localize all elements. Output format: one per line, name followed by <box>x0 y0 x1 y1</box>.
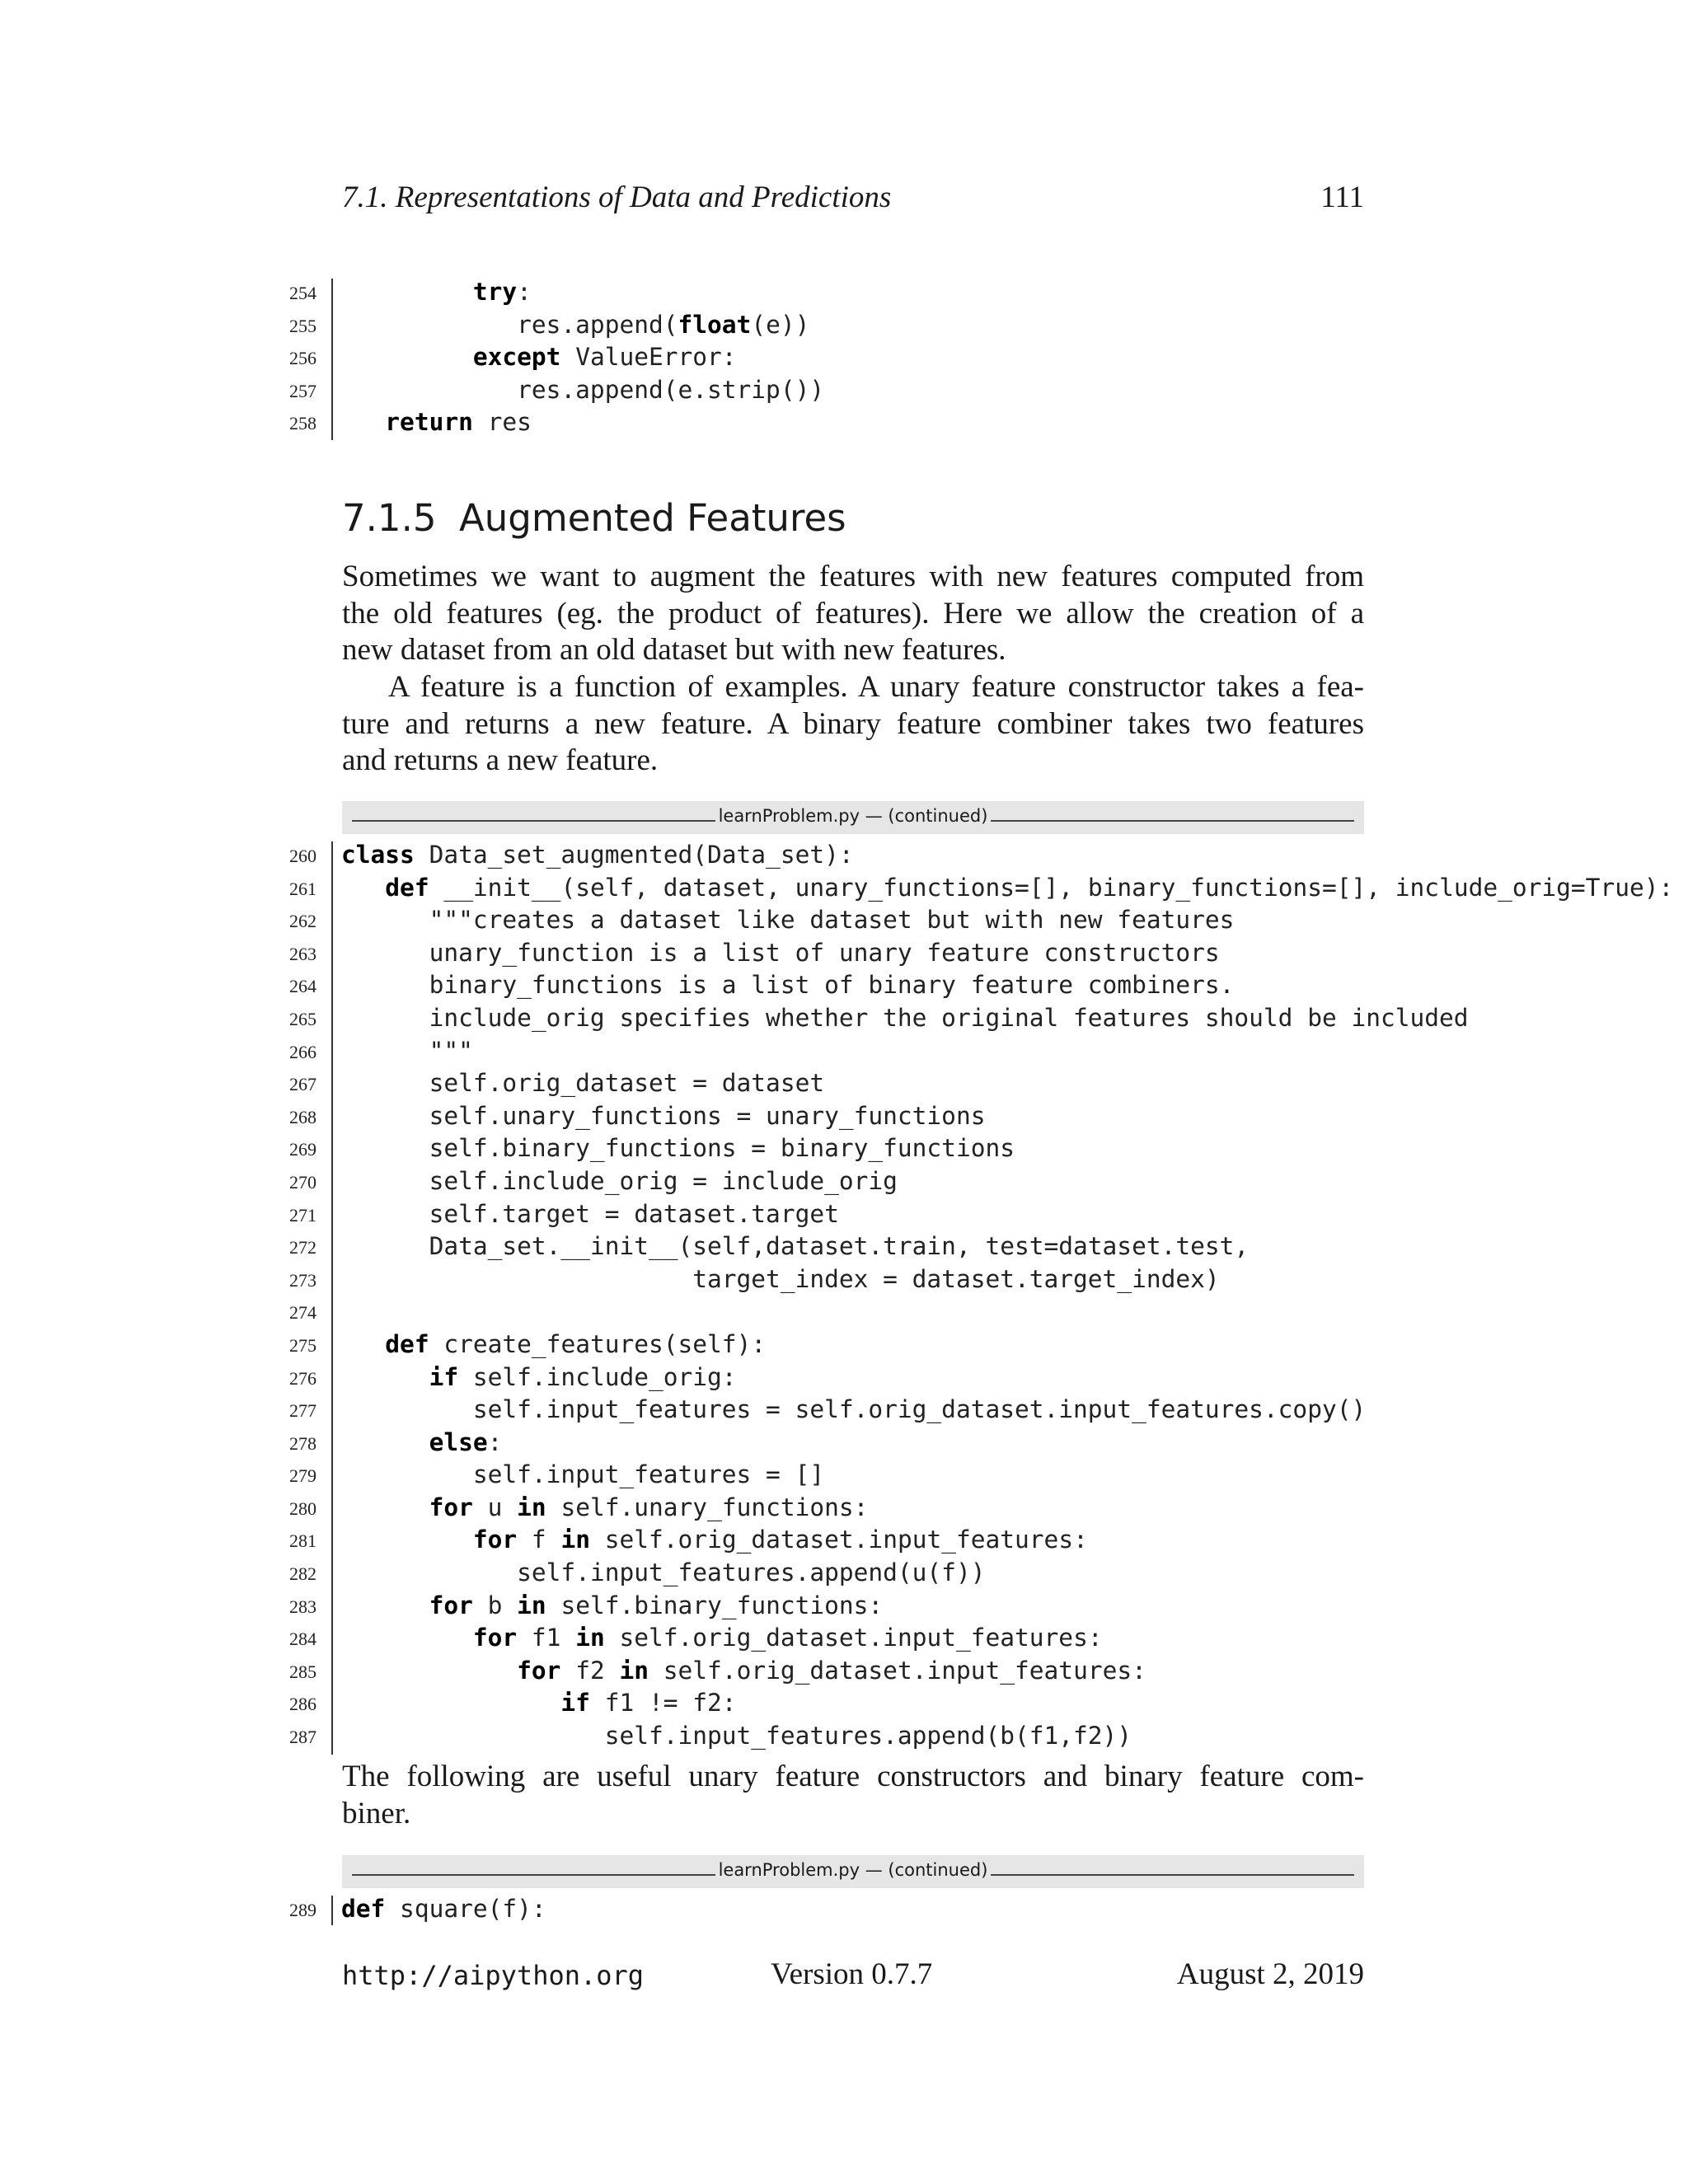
line-number: 278 <box>289 1432 316 1454</box>
code-text: self.binary_functions = binary_functions <box>341 1134 1015 1163</box>
paragraph-line: A feature is a function of examples. A unary feature constructor takes a fea- <box>388 670 1364 704</box>
code-line <box>0 1719 1688 1752</box>
paragraph-line: the old features (eg. the product of features). Here we allow the creation of a <box>342 596 1364 630</box>
code-line <box>0 1230 1688 1263</box>
line-number: 266 <box>289 1041 316 1062</box>
line-number: 272 <box>289 1237 316 1258</box>
file-banner <box>342 801 1364 834</box>
paragraph-line: new dataset from an old dataset but with new features. <box>342 633 1006 667</box>
file-banner-label: learnProblem.py — (continued) <box>715 806 992 826</box>
code-text: for f in self.orig_dataset.input_features: <box>472 1526 1088 1554</box>
code-line <box>0 1099 1688 1132</box>
code-block-2 <box>0 838 1688 1752</box>
code-line <box>0 1654 1688 1687</box>
code-block-1 <box>0 275 1688 438</box>
code-text: self.input_features = self.orig_dataset.input_features.copy() <box>341 1395 1367 1424</box>
code-line <box>0 838 1688 871</box>
code-text: for u in self.unary_functions: <box>429 1493 869 1521</box>
line-number: 263 <box>289 943 316 964</box>
running-head-title: 7.1. Representations of Data and Predictions <box>342 180 892 214</box>
section-heading <box>342 496 846 540</box>
code-line <box>0 1892 1688 1925</box>
line-number: 261 <box>289 878 316 899</box>
code-text: class Data_set_augmented(Data_set): <box>341 841 854 869</box>
code-text: Data_set.__init__(self,dataset.train, test=dataset.test, <box>341 1232 1250 1261</box>
line-number: 265 <box>289 1008 316 1029</box>
code-text: for b in self.binary_functions: <box>429 1591 884 1619</box>
code-line <box>0 1621 1688 1654</box>
code-text: for f2 in self.orig_dataset.input_features: <box>517 1656 1146 1685</box>
code-line <box>0 968 1688 1001</box>
line-number: 286 <box>289 1694 316 1715</box>
line-number: 255 <box>289 315 316 336</box>
paragraph-line: and returns a new feature. <box>342 743 659 777</box>
code-text: def __init__(self, dataset, unary_functions=[], binary_functions=[], include_orig=True): <box>385 873 1674 902</box>
code-line <box>0 1556 1688 1589</box>
code-text: except ValueError: <box>472 343 737 372</box>
code-text: res.append(float(e)) <box>341 310 810 339</box>
file-banner <box>342 1855 1364 1888</box>
code-line <box>0 1393 1688 1426</box>
running-head <box>342 180 1364 221</box>
code-line <box>0 1589 1688 1622</box>
line-number: 268 <box>289 1106 316 1127</box>
code-line <box>0 1328 1688 1361</box>
code-line <box>0 1295 1688 1328</box>
paragraph-3 <box>342 1759 1364 1832</box>
line-number: 274 <box>289 1302 316 1324</box>
code-line <box>0 340 1688 373</box>
line-number: 269 <box>289 1139 316 1160</box>
code-line <box>0 1001 1688 1034</box>
code-line <box>0 1686 1688 1719</box>
line-number: 271 <box>289 1204 316 1226</box>
line-number: 279 <box>289 1465 316 1487</box>
code-text: return res <box>385 408 532 437</box>
paragraph-2 <box>342 669 1364 780</box>
code-text: binary_functions is a list of binary feature combiners. <box>341 971 1235 1000</box>
footer-version: Version 0.7.7 <box>771 1957 933 1991</box>
code-line <box>0 405 1688 438</box>
footer-url: http://aipython.org <box>342 1960 645 1991</box>
code-line <box>0 1361 1688 1394</box>
code-text: target_index = dataset.target_index) <box>341 1264 1220 1293</box>
code-line <box>0 1263 1688 1296</box>
footer-date: August 2, 2019 <box>1176 1957 1364 1991</box>
code-line <box>0 373 1688 406</box>
code-text: for f1 in self.orig_dataset.input_features: <box>472 1624 1103 1652</box>
line-number: 281 <box>289 1530 316 1552</box>
paragraph-line: The following are useful unary feature constructors and binary feature com- <box>342 1760 1364 1793</box>
code-line <box>0 1426 1688 1459</box>
code-line <box>0 1132 1688 1165</box>
line-number: 270 <box>289 1171 316 1193</box>
line-number: 289 <box>289 1900 316 1920</box>
paragraph-1 <box>342 559 1364 669</box>
code-line <box>0 871 1688 904</box>
code-text: try: <box>472 278 532 306</box>
line-number: 264 <box>289 976 316 997</box>
code-text: self.input_features.append(b(f1,f2)) <box>341 1722 1132 1750</box>
line-number: 262 <box>289 911 316 932</box>
line-number: 283 <box>289 1596 316 1617</box>
line-number: 260 <box>289 846 316 866</box>
code-text: """ <box>341 1036 473 1065</box>
line-number: 285 <box>289 1661 316 1682</box>
code-block-3 <box>0 1892 1688 1925</box>
code-line <box>0 936 1688 969</box>
paragraph-line: Sometimes we want to augment the features with new features computed from <box>342 560 1364 593</box>
line-number: 273 <box>289 1269 316 1291</box>
code-text: """creates a dataset like dataset but with new features <box>341 906 1235 935</box>
line-number: 256 <box>289 348 316 369</box>
line-number: 284 <box>289 1629 316 1650</box>
code-line <box>0 1165 1688 1197</box>
line-number: 267 <box>289 1074 316 1095</box>
section-number: 7.1.5 <box>342 496 437 540</box>
code-line <box>0 903 1688 936</box>
code-text: else: <box>429 1427 503 1456</box>
line-number: 254 <box>289 283 316 303</box>
code-text: self.orig_dataset = dataset <box>341 1069 825 1098</box>
code-text: self.input_features = [] <box>341 1460 825 1489</box>
line-number: 257 <box>289 380 316 401</box>
line-number: 287 <box>289 1727 316 1748</box>
code-line <box>0 1197 1688 1230</box>
code-line <box>0 1523 1688 1556</box>
code-text: if self.include_orig: <box>429 1362 737 1391</box>
code-text: unary_function is a list of unary feature constructors <box>341 938 1220 967</box>
line-number: 282 <box>289 1563 316 1585</box>
paragraph-line: ture and returns a new feature. A binary feature combiner takes two features <box>342 706 1364 741</box>
page-footer <box>342 1957 1364 1998</box>
code-text: res.append(e.strip()) <box>341 375 825 404</box>
code-line <box>0 1491 1688 1524</box>
section-title: Augmented Features <box>459 496 846 540</box>
code-line <box>0 308 1688 341</box>
paragraph-line: biner. <box>342 1796 411 1830</box>
code-line <box>0 1066 1688 1099</box>
line-number: 275 <box>289 1334 316 1356</box>
code-text: def create_features(self): <box>385 1329 767 1358</box>
code-line <box>0 275 1688 308</box>
code-line <box>0 1458 1688 1491</box>
page-number: 111 <box>1320 180 1364 214</box>
line-number: 277 <box>289 1400 316 1422</box>
code-line <box>0 1034 1688 1067</box>
code-text: self.unary_functions = unary_functions <box>341 1101 986 1130</box>
code-text: self.input_features.append(u(f)) <box>341 1558 986 1587</box>
line-number: 276 <box>289 1367 316 1389</box>
code-text: def square(f): <box>341 1895 546 1923</box>
line-number: 258 <box>289 413 316 434</box>
code-text: if f1 != f2: <box>560 1689 737 1718</box>
code-text: self.target = dataset.target <box>341 1199 839 1228</box>
code-text: self.include_orig = include_orig <box>341 1166 898 1195</box>
line-number: 280 <box>289 1497 316 1519</box>
file-banner-label: learnProblem.py — (continued) <box>715 1860 992 1880</box>
code-text: include_orig specifies whether the original features should be included <box>341 1003 1469 1032</box>
